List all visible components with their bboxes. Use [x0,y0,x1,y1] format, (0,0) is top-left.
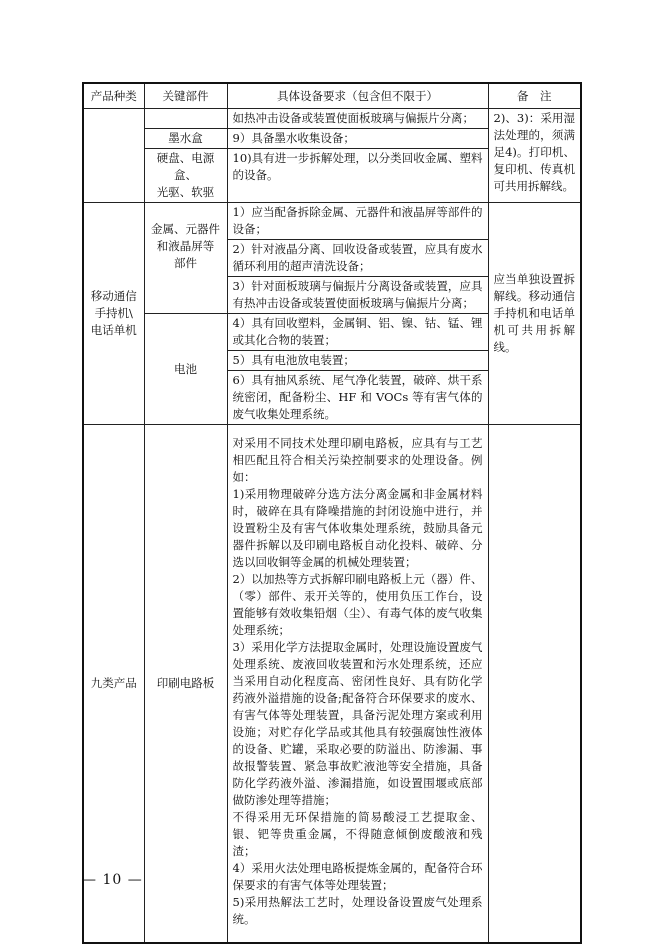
part-cell [144,109,227,129]
requirement-paragraph: 5)采用热解法工艺时，处理设备设置废气处理系统。 [232,895,483,926]
requirement-paragraph: 4）采用火法处理电路板提炼金属的，配备符合环保要求的有害气体等处理装置； [232,861,483,892]
requirement-cell: 3）针对面板玻璃与偏振片分离设备或装置，应具有热冲击设备或装置使面板玻璃与偏振片分离； [227,277,488,314]
part-cell: 硬盘、电源盒、 光驱、软驱 [144,149,227,203]
table-header-row [83,83,581,109]
requirement-cell: 1）应当配备拆除金属、元器件和液晶屏等部件的设备； [227,203,488,240]
header-notes: 备 注 [488,83,581,109]
part-cell: 墨水盒 [144,129,227,149]
part-cell: 金属、元器件 和液晶屏等 部件 [144,203,227,314]
note-cell [488,425,581,944]
requirement-paragraph: 1)采用物理破碎分选方法分离金属和非金属材料时，破碎在具有降噪措施的封闭设施中进行，并设置粉尘及有害气体收集处理系统，鼓励具备元器件拆解以及印刷电路板自动化投料、破碎、分选以回收铜等金属的机械处理装置； [232,487,483,569]
requirement-paragraph: 2）以加热等方式拆解印刷电路板上元（器）件、（零）部件、汞开关等的，使用负压工作台，设置能够有效收集铅烟（尘）、有毒气体的废气收集处理系统； [232,572,483,637]
table-row [83,203,581,240]
requirement-paragraph: 3）采用化学方法提取金属时，处理设施设置废气处理系统、废液回收装置和污水处理系统，还应当采用自动化程度高、密闭性良好、具有防化学药液外溢措施的设备;配备符合环保要求的废水、有害气体等处理装置，具备污泥处理方案或利用设施；对贮存化学品或其他具有较强腐蚀性液体的设备、贮罐，采取必要的防溢出、防渗漏、事故报警装置、紧急事故贮液池等安全措施，具备防化学药液外溢、渗漏措施，如设置围堰或底部做防渗处理等措施； [232,640,483,807]
equipment-requirements-table [82,82,582,944]
part-cell: 印刷电路板 [144,425,227,944]
header-key-part: 关键部件 [144,83,227,109]
requirement-cell: 10)具有进一步拆解处理，以分类回收金属、塑料的设备。 [227,149,488,203]
table-row [83,425,581,944]
requirement-cell: 2）针对液晶分离、回收设备或装置，应具有废水循环利用的超声清洗设备； [227,240,488,277]
requirement-cell [227,425,488,944]
requirement-cell: 5）具有电池放电装置； [227,351,488,371]
requirement-cell: 6）具有抽风系统、尾气净化装置，破碎、烘干系统密闭，配备粉尘、HF 和 VOCs 等有害气体的废气收集处理系统。 [227,371,488,425]
category-cell: 移动通信 手持机\ 电话单机 [83,203,144,425]
requirement-cell: 4）具有回收塑料，金属铜、铝、镍、钴、锰、锂或其化合物的装置； [227,314,488,351]
note-cell: 2)、3)：采用湿法处理的，须满足4)。打印机、复印机、传真机可共用拆解线。 [488,109,581,203]
table-row [83,109,581,129]
header-product-type: 产品种类 [83,83,144,109]
note-cell: 应当单独设置拆解线。移动通信手持机和电话单机可共用拆解线。 [488,203,581,425]
requirement-paragraph: 不得采用无环保措施的简易酸浸工艺提取金、银、钯等贵重金属，不得随意倾倒废酸液和残渣； [232,810,483,858]
part-cell: 电池 [144,314,227,425]
page-number: — 10 — [82,872,143,888]
category-cell [83,109,144,203]
requirement-cell: 如热冲击设备或装置使面板玻璃与偏振片分离； [227,109,488,129]
header-requirements: 具体设备要求（包含但不限于） [227,83,488,109]
requirement-cell: 9）具备墨水收集设备； [227,129,488,149]
requirement-paragraph: 对采用不同技术处理印刷电路板，应具有与工艺相匹配且符合相关污染控制要求的处理设备。例如： [232,436,483,484]
category-cell: 九类产品 [83,425,144,944]
